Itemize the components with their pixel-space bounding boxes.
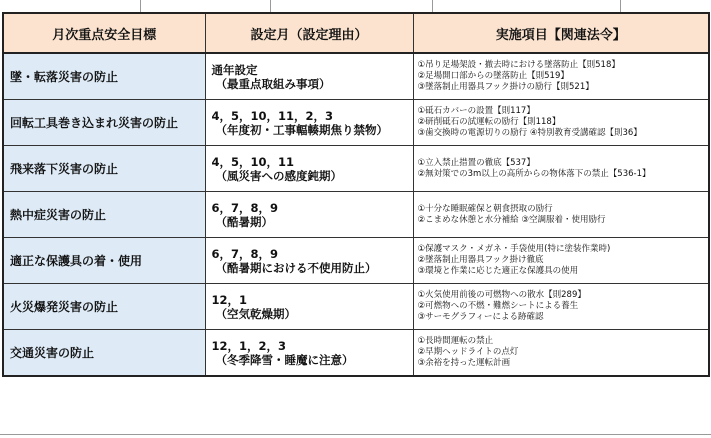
month-reason: （酷暑期） — [215, 214, 273, 229]
month-reason: （風災害への感度鈍期） — [215, 168, 342, 183]
items-cell — [413, 146, 709, 192]
header-items: 実施項目【関連法令】 — [413, 13, 709, 53]
header-goal: 月次重点安全目標 — [3, 13, 205, 53]
goal-cell: 墜・転落災害の防止 — [3, 53, 205, 100]
items-cell — [413, 192, 709, 238]
items-cell — [413, 284, 709, 330]
table-row — [3, 53, 709, 100]
item-line: ②足場開口部からの墜落防止【則519】 — [417, 71, 569, 81]
item-line: ③余裕を持った運転計画 — [417, 358, 511, 368]
items-cell — [413, 330, 709, 377]
item-line: ②無対策での3m以上の高所からの物体落下の禁止【536-1】 — [417, 168, 651, 179]
month-value: 4，5，10，11 — [211, 154, 295, 169]
safety-goals-table — [2, 12, 710, 377]
table-row — [3, 238, 709, 284]
month-cell — [205, 284, 413, 330]
table-row — [3, 284, 709, 330]
month-value: 6，7，8，9 — [211, 246, 279, 261]
month-value: 12，1，2，3 — [211, 338, 287, 353]
month-value: 12，1 — [211, 292, 248, 307]
goal-cell: 飛来落下災害の防止 — [3, 146, 205, 192]
goal-cell: 火災爆発災害の防止 — [3, 284, 205, 330]
item-line: ①十分な睡眠確保と朝食摂取の励行 — [417, 203, 553, 214]
item-line: ①火気使用前後の可燃物への散水【則289】 — [417, 290, 586, 300]
item-line: ①砥石カバーの設置【則117】 — [417, 106, 535, 116]
month-cell — [205, 238, 413, 284]
item-line: ①保護マスク・メガネ・手袋使用(特に塗装作業時) — [417, 244, 611, 254]
table-row — [3, 146, 709, 192]
item-line: ②早期ヘッドライトの点灯 — [417, 347, 519, 357]
month-reason: （最重点取組み事項） — [215, 76, 331, 91]
column-guide — [432, 0, 433, 12]
month-cell — [205, 146, 413, 192]
item-line: ③墜落制止用器具フック掛けの励行【則521】 — [417, 82, 594, 92]
item-line: ③歯交換時の電源切りの励行 ④特別教育受講確認【則36】 — [417, 128, 642, 138]
top-strip — [0, 0, 711, 12]
item-line: ②墜落制止用器具フック掛け徹底 — [417, 255, 544, 265]
bottom-divider — [0, 434, 711, 435]
month-reason: （空気乾燥期） — [215, 306, 296, 321]
item-line: ②研削砥石の試運転の励行【則118】 — [417, 117, 561, 127]
column-guide — [620, 0, 621, 12]
month-reason: （冬季降雪・睡魔に注意） — [215, 352, 354, 367]
item-line: ①立入禁止措置の徹底【537】 — [417, 157, 535, 168]
goal-cell: 回転工具巻き込まれ災害の防止 — [3, 100, 205, 146]
month-reason: （年度初・工事輻輳期焦り禁物） — [215, 122, 388, 137]
item-line: ①吊り足場架設・撤去時における墜落防止【則518】 — [417, 60, 620, 70]
table-row — [3, 192, 709, 238]
month-cell — [205, 53, 413, 100]
table-header-row — [3, 13, 709, 53]
items-cell — [413, 53, 709, 100]
table-row — [3, 330, 709, 377]
month-value: 通年設定 — [211, 62, 258, 77]
items-cell — [413, 238, 709, 284]
month-reason: （酷暑期における不使用防止） — [215, 260, 377, 275]
item-line: ②可燃物への不燃・難燃シートによる養生 — [417, 301, 579, 311]
month-value: 6，7，8，9 — [211, 200, 279, 215]
item-line: ②こまめな休憩と水分補給 ③空調服着・使用励行 — [417, 214, 606, 225]
item-line: ③環境と作業に応じた適正な保護具の使用 — [417, 266, 579, 276]
column-guide — [270, 0, 271, 12]
goal-cell: 交通災害の防止 — [3, 330, 205, 377]
month-cell — [205, 330, 413, 377]
header-month: 設定月（設定理由） — [205, 13, 413, 53]
month-value: 4，5，10，11，2，3 — [211, 108, 334, 123]
item-line: ①長時間運転の禁止 — [417, 336, 494, 346]
month-cell — [205, 192, 413, 238]
month-cell — [205, 100, 413, 146]
table-row — [3, 100, 709, 146]
items-cell — [413, 100, 709, 146]
goal-cell: 熱中症災害の防止 — [3, 192, 205, 238]
item-line: ③サーモグラフィーによる跡確認 — [417, 312, 544, 322]
goal-cell: 適正な保護具の着・使用 — [3, 238, 205, 284]
column-guide — [140, 0, 141, 12]
